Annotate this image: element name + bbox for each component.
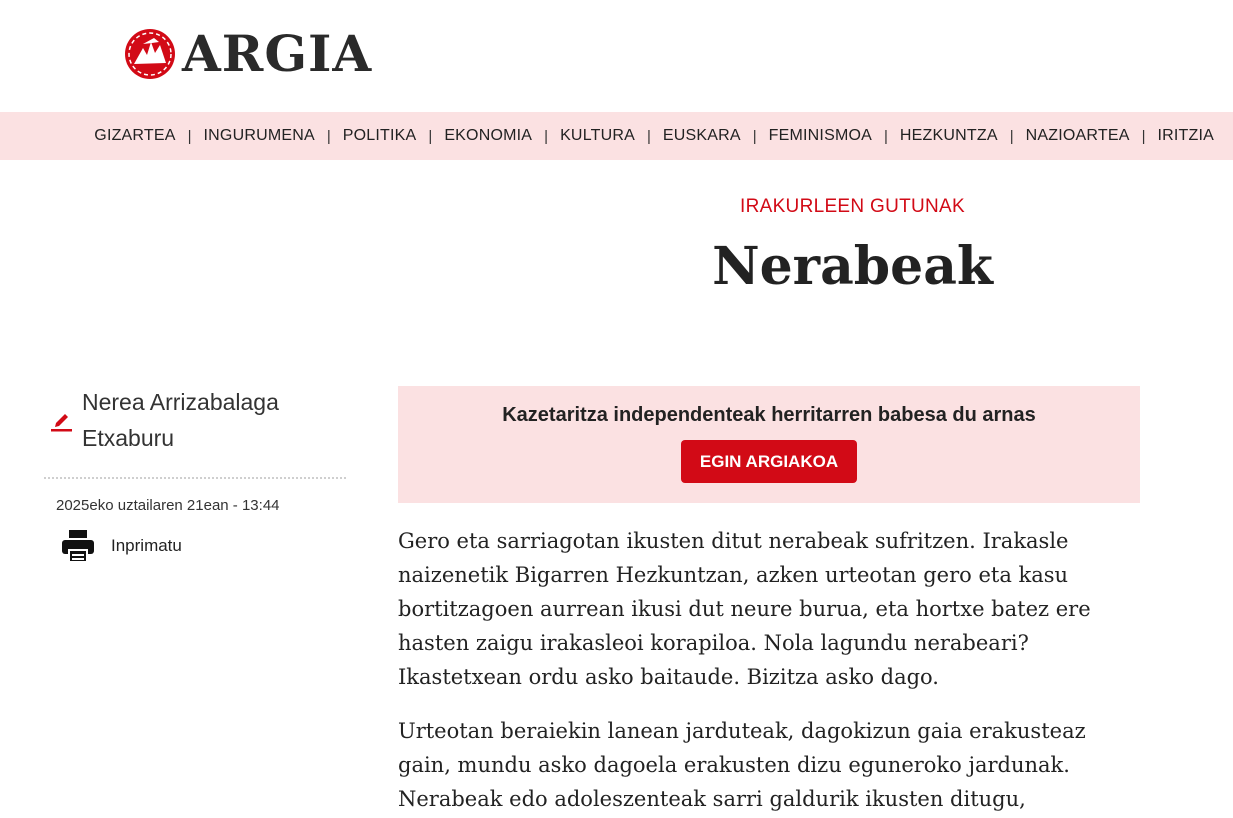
nav-item-euskara[interactable]: EUSKARA bbox=[662, 127, 741, 144]
author-block bbox=[44, 384, 346, 456]
article-section-label[interactable]: IRAKURLEEN GUTUNAK bbox=[740, 196, 965, 217]
nav-separator: | bbox=[884, 127, 888, 145]
nav-item-iritzia[interactable]: IRITZIA bbox=[1157, 127, 1214, 144]
argia-logo-icon bbox=[124, 28, 176, 80]
nav-item-politika[interactable]: POLITIKA bbox=[342, 127, 417, 144]
nav-item-ekonomia[interactable]: EKONOMIA bbox=[444, 127, 533, 144]
site-logo[interactable] bbox=[124, 24, 373, 83]
nav-separator: | bbox=[752, 127, 757, 145]
pen-icon bbox=[50, 408, 74, 432]
article-paragraph: Urteotan beraiekin lanean jarduteak, dagokizun gaia erakusteaz gain, mundu asko dagoela erakusten dizu eguneroko jardunak. Nerabeak edo adoleszenteak sarri galdurik ikusten ditugu, bbox=[398, 719, 1086, 811]
main-navigation bbox=[0, 112, 1233, 160]
article-title: Nerabeak bbox=[712, 236, 993, 297]
article-sidebar bbox=[44, 384, 346, 564]
nav-separator: | bbox=[544, 127, 549, 145]
nav-separator: | bbox=[428, 127, 433, 145]
article-body bbox=[398, 524, 1118, 818]
nav-separator: | bbox=[646, 127, 651, 145]
author-name-link[interactable]: Nerea Arrizabalaga Etxaburu bbox=[82, 389, 279, 451]
nav-separator: | bbox=[1009, 127, 1014, 145]
nav-list bbox=[94, 112, 1214, 160]
publication-date: 2025eko uztailaren 21ean - 13:44 bbox=[56, 497, 280, 514]
nav-separator: | bbox=[1141, 127, 1146, 145]
print-button[interactable] bbox=[60, 528, 346, 564]
sidebar-divider bbox=[44, 477, 346, 479]
logo-wordmark: ARGIA bbox=[182, 24, 373, 83]
support-text: Kazetaritza independenteak herritarren babesa du arnas bbox=[502, 404, 1036, 426]
nav-separator: | bbox=[187, 127, 192, 145]
nav-separator: | bbox=[326, 127, 331, 145]
nav-item-gizartea[interactable]: GIZARTEA bbox=[94, 127, 176, 144]
printer-icon bbox=[60, 528, 96, 564]
nav-item-ingurumena[interactable]: INGURUMENA bbox=[203, 127, 315, 144]
article-paragraph: Gero eta sarriagotan ikusten ditut nerabeak sufritzen. Irakasle naizenetik Bigarren Hezkuntzan, azken urteotan gero eta kasu bortitzagoen aurrean ikusi dut neure burua, eta hortxe batez ere hasten zaigu irakasleoi korapiloa. Nola lagundu nerabeari? Ikastetxean ordu asko baitaude. Bizitza asko dago. bbox=[398, 529, 1091, 689]
nav-item-hezkuntza[interactable]: HEZKUNTZA bbox=[899, 127, 998, 144]
print-label: Inprimatu bbox=[111, 536, 182, 555]
nav-item-feminismoa[interactable]: FEMINISMOA bbox=[768, 127, 872, 144]
egin-argiakoa-button[interactable]: EGIN ARGIAKOA bbox=[681, 440, 857, 483]
nav-item-kultura[interactable]: KULTURA bbox=[560, 127, 635, 144]
nav-item-nazioartea[interactable]: NAZIOARTEA bbox=[1025, 127, 1130, 144]
support-banner bbox=[398, 386, 1140, 503]
